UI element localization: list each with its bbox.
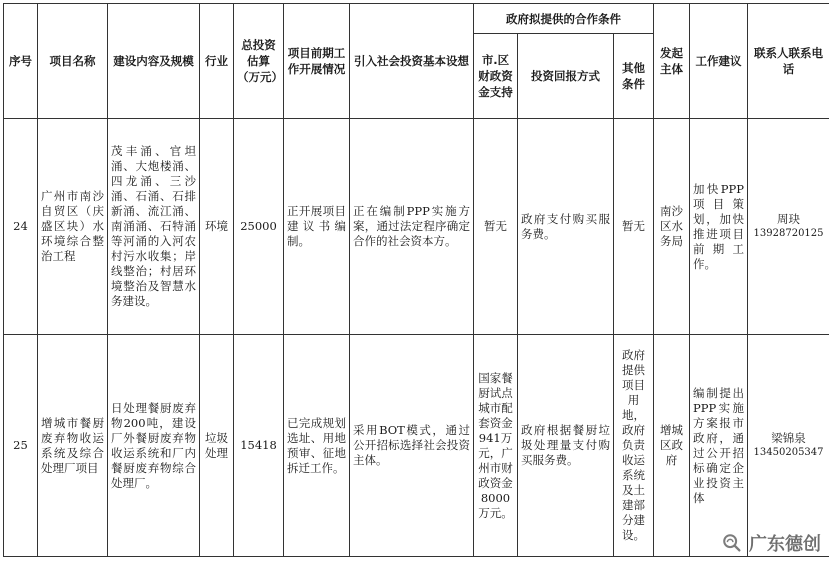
row-suggestion: 编制提出PPP实施方案报市政府，通过公开招标确定企业投资主体 — [690, 335, 748, 557]
header-content: 建设内容及规模 — [108, 4, 200, 119]
row-investment: 25000 — [234, 119, 284, 335]
header-row-1 — [4, 4, 829, 34]
header-contact: 联系人联系电话 — [748, 4, 829, 119]
row-other: 暂无 — [614, 119, 654, 335]
row-initiator: 南沙区水务局 — [654, 119, 690, 335]
row-funding: 国家餐厨试点城市配套资金941万元，广州市财政资金8000万元。 — [474, 335, 518, 557]
header-funding: 市.区财政资金支持 — [474, 34, 518, 119]
header-industry: 行业 — [200, 4, 234, 119]
header-other: 其他条件 — [614, 34, 654, 119]
header-return: 投资回报方式 — [518, 34, 614, 119]
row-content: 茂丰涌、官坦涌、大炮楼涌、四龙涌、三沙涌、石涌、石排新涌、流江涌、南涌涌、石特涌等河涌的入河农村污水收集；岸线整治；村居环境整治及智慧水务建设。 — [108, 119, 200, 335]
header-prework: 项目前期工作开展情况 — [284, 4, 350, 119]
header-investment: 总投资估算（万元） — [234, 4, 284, 119]
row-content: 日处理餐厨废弃物200吨，建设厂外餐厨废弃物收运系统和厂内餐厨废弃物综合处理厂。 — [108, 335, 200, 557]
contact-phone: 13450205347 — [753, 447, 824, 458]
row-other: 政府提供项目用地，政府负责收运系统及土建部分建设。 — [614, 335, 654, 557]
row-contact — [748, 335, 829, 557]
row-capital: 正在编制PPP实施方案，通过法定程序确定合作的社会资本方。 — [350, 119, 474, 335]
table-row — [4, 335, 829, 557]
header-name: 项目名称 — [38, 4, 108, 119]
table-row — [4, 119, 829, 335]
header-capital: 引入社会投资基本设想 — [350, 4, 474, 119]
contact-name: 梁锦泉 — [771, 431, 806, 445]
row-contact — [748, 119, 829, 335]
header-conditions-group: 政府拟提供的合作条件 — [474, 4, 654, 34]
row-prework: 已完成规划选址、用地预审、征地拆迁工作。 — [284, 335, 350, 557]
header-initiator: 发起主体 — [654, 4, 690, 119]
header-no: 序号 — [4, 4, 38, 119]
project-table — [3, 3, 829, 557]
row-industry: 垃圾处理 — [200, 335, 234, 557]
row-prework: 正开展项目建议书编制。 — [284, 119, 350, 335]
row-no: 24 — [4, 119, 38, 335]
row-return: 政府根据餐厨垃圾处理量支付购买服务费。 — [518, 335, 614, 557]
watermark-text: 广东德创 — [749, 534, 821, 555]
row-industry: 环境 — [200, 119, 234, 335]
row-investment: 15418 — [234, 335, 284, 557]
row-return: 政府支付购买服务费。 — [518, 119, 614, 335]
row-name: 广州市南沙自贸区（庆盛区块）水环境综合整治工程 — [38, 119, 108, 335]
row-capital: 采用BOT模式，通过公开招标选择社会投资主体。 — [350, 335, 474, 557]
contact-phone: 13928720125 — [753, 228, 824, 239]
wechat-search-icon — [721, 532, 743, 554]
row-no: 25 — [4, 335, 38, 557]
row-name: 增城市餐厨废弃物收运系统及综合处理厂项目 — [38, 335, 108, 557]
header-suggestion: 工作建议 — [690, 4, 748, 119]
row-suggestion: 加快PPP项目策划，加快推进项目前期工作。 — [690, 119, 748, 335]
row-initiator: 增城区政府 — [654, 335, 690, 557]
watermark — [721, 530, 821, 556]
row-funding: 暂无 — [474, 119, 518, 335]
contact-name: 周玦 — [777, 212, 801, 226]
